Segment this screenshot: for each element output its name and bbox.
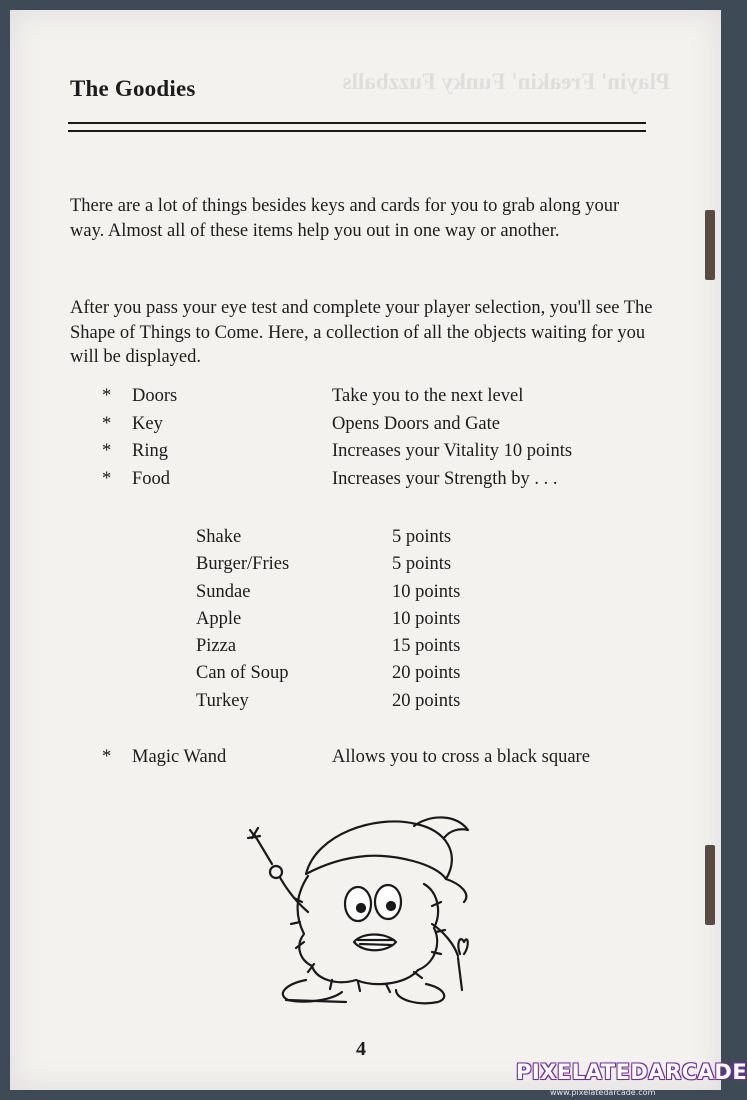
food-name: Shake bbox=[196, 527, 242, 547]
bleed-heading: Playin' Freakin' Funky Fuzzballs bbox=[342, 69, 670, 94]
item-name: Food bbox=[132, 468, 171, 489]
food-points: 10 points bbox=[392, 608, 461, 629]
food-points: 20 points bbox=[392, 690, 461, 711]
fuzzball-wizard-illustration bbox=[246, 794, 496, 1024]
food-name: Pizza bbox=[196, 636, 237, 657]
item-description: Increases your Vitality 10 points bbox=[332, 441, 573, 461]
bullet: * bbox=[102, 468, 112, 489]
food-name: Turkey bbox=[196, 690, 249, 711]
food-name: Can of Soup bbox=[196, 663, 289, 684]
item-name: Magic Wand bbox=[132, 747, 227, 767]
table-row bbox=[196, 606, 496, 633]
watermark-url: www.pixelatedarcade.com bbox=[550, 1088, 656, 1097]
table-row bbox=[196, 660, 496, 687]
item-name: Ring bbox=[132, 441, 168, 461]
list-item-magic-wand bbox=[102, 744, 662, 772]
title-rule-bottom bbox=[68, 130, 646, 132]
binder-clip bbox=[705, 845, 715, 925]
bullet: * bbox=[102, 441, 112, 461]
intro-paragraph-2: After you pass your eye test and complete your player selection, you'll see The Shape of Things to Come. Here, a collection of all the objects waiting for you will be displayed. bbox=[70, 298, 653, 367]
list-item bbox=[102, 466, 662, 494]
watermark-logo: PIXELATEDARCADE bbox=[516, 1060, 747, 1084]
food-name: Apple bbox=[196, 608, 242, 629]
item-description: Allows you to cross a black square bbox=[332, 747, 590, 767]
list-item bbox=[102, 383, 662, 411]
food-points: 10 points bbox=[392, 581, 461, 602]
food-name: Sundae bbox=[196, 581, 251, 602]
list-item bbox=[102, 411, 662, 439]
table-row bbox=[196, 688, 496, 715]
table-row bbox=[196, 633, 496, 660]
food-points: 5 points bbox=[392, 527, 452, 547]
item-name: Doors bbox=[132, 386, 178, 406]
table-row bbox=[196, 524, 496, 551]
food-points: 20 points bbox=[392, 663, 461, 684]
list-item bbox=[102, 438, 662, 466]
table-row bbox=[196, 579, 496, 606]
bullet: * bbox=[102, 747, 112, 767]
binder-clip bbox=[705, 210, 715, 280]
food-table bbox=[196, 524, 496, 715]
manual-page bbox=[10, 10, 721, 1090]
item-description: Increases your Strength by . . . bbox=[332, 468, 558, 489]
page-number: 4 bbox=[356, 1038, 366, 1060]
intro-paragraph: There are a lot of things besides keys and cards for you to grab along your way. Almost all of these items help you out in one way or another. bbox=[70, 196, 620, 241]
food-name: Burger/Fries bbox=[196, 554, 290, 575]
food-points: 15 points bbox=[392, 636, 461, 657]
item-name: Key bbox=[132, 413, 163, 434]
bullet: * bbox=[102, 386, 112, 406]
food-points: 5 points bbox=[392, 554, 452, 575]
title-rule-top bbox=[68, 122, 646, 124]
bleed-through-text bbox=[200, 68, 670, 155]
table-row bbox=[196, 551, 496, 578]
item-description: Opens Doors and Gate bbox=[332, 413, 500, 434]
item-description: Take you to the next level bbox=[332, 386, 524, 406]
page-title: The Goodies bbox=[70, 76, 196, 101]
goodies-list bbox=[102, 383, 662, 493]
bullet: * bbox=[102, 413, 112, 434]
